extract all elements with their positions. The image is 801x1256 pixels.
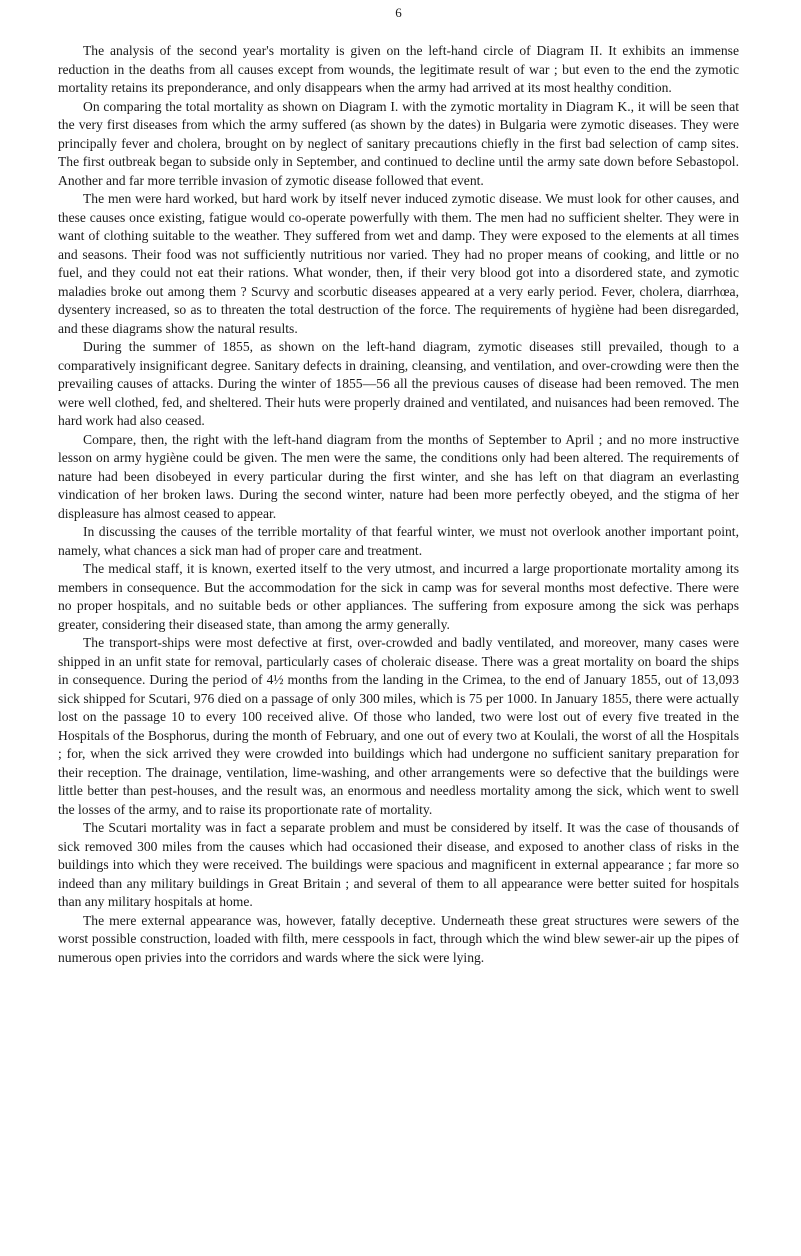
paragraph-causes-of-disease: The men were hard worked, but hard work by itself never induced zymotic disease. We must look for other causes, and these causes once existing, fatigue would co-operate powerfully with them. The men had no sufficient shelter. They were in want of clothing suitable to the weather. They suffered from wet and damp. They were exposed to the elements at all times and seasons. Their food was not sufficiently nutritious nor varied. They had no proper means of cooking, and little or no fuel, and they could not eat their rations. What wonder, then, if their very blood got into a disordered state, and zymotic maladies broke out among them ? Scurvy and scorbutic diseases appeared at a very early period. Fever, cholera, diarrhœa, dysentery increased, so as to threaten the total destruction of the force. The requirements of hygiène had been disregarded, and these diagrams show the natural results. (58, 191, 739, 336)
paragraph-summer-1855: During the summer of 1855, as shown on the left-hand diagram, zymotic diseases still prevailed, though to a comparatively insignificant degree. Sanitary defects in draining, cleansing, and ventilation, and over-crowding were then the prevailing causes of attacks. During the winter of 1855—56 all the previous causes of disease had been removed. The men were well clothed, fed, and sheltered. Their huts were properly drained and ventilated, and nuisances had been removed. The hard work had also ceased. (58, 339, 739, 428)
paragraph-medical-staff: The medical staff, it is known, exerted itself to the very utmost, and incurred a large proportionate mortality among its members in consequence. But the accommodation for the sick in camp was for several months most defective. There were no proper hospitals, and no suitable beds or other appliances. The suffering from exposure among the sick was perhaps greater, considering their diseased state, than among the army generally. (58, 561, 739, 632)
paragraph-diagram-ii-analysis: The analysis of the second year's mortality is given on the left-hand circle of Diagram II. It exhibits an immense reduction in the deaths from all causes except from wounds, the legitimate result of war ; but even to the end the zymotic mortality retains its preponderance, and only disappears when the army had arrived at its most healthy condition. (58, 43, 739, 95)
page-number: 6 (395, 5, 402, 20)
paragraph-compare-diagrams: Compare, then, the right with the left-hand diagram from the months of September to April ; and no more instructive lesson on army hygiène could be given. The men were the same, the conditions only had been altered. The requirements of nature had been disobeyed in every particular during the first winter, and she has left on that diagram an everlasting vindication of her broken laws. During the second winter, nature had been more perfectly obeyed, and the stigma of her displeasure has almost ceased to appear. (58, 431, 739, 521)
paragraph-external-appearance: The mere external appearance was, however, fatally deceptive. Underneath these great structures were sewers of the worst possible construction, loaded with filth, mere cesspools in fact, through which the wind blew sewer-air up the pipes of numerous open privies into the corridors and wards where the sick were lying. (58, 912, 739, 965)
paragraph-zymotic-comparison: On comparing the total mortality as shown on Diagram I. with the zymotic mortality in Diagram K., it will be seen that the very first diseases from which the army suffered (as shown by the dates) in Bulgaria were zymotic diseases. They were principally fever and cholera, brought on by neglect of sanitary precautions chiefly in the first bad selection of camp sites. The first outbreak began to subside only in September, and continued to decline until the army sate down before Sebastopol. Another and far more terrible invasion of zymotic disease followed that event. (58, 98, 739, 188)
paragraph-scutari-mortality: The Scutari mortality was in fact a separate problem and must be considered by itself. It was the case of thousands of sick removed 300 miles from the causes which had occasioned their disease, and exposed to another class of risks in the buildings into which they were received. The buildings were spacious and magnificent in external appearance ; far more so indeed than any military buildings in Great Britain ; and several of them to all appearance were better suited for hospitals than any military hospitals at home. (58, 820, 739, 909)
paragraph-care-and-treatment: In discussing the causes of the terrible mortality of that fearful winter, we must not overlook another important point, namely, what chances a sick man had of proper care and treatment. (58, 524, 739, 558)
document-page (58, 6, 739, 967)
paragraph-transport-ships: The transport-ships were most defective at first, over-crowded and badly ventilated, and moreover, many cases were shipped in an unfit state for removal, particularly cases of choleraic disease. There was a great mortality on board the ships in consequence. During the period of 4½ months from the landing in the Crimea, to the end of January 1855, out of 13,093 sick shipped for Scutari, 976 died on a passage of only 300 miles, which is 75 per 1000. In January 1855, there were actually lost on the passage 10 to every 100 received alive. Of those who landed, two were lost out of every five treated in the Hospitals of the Bosphorus, during the month of February, and one out of every two at Koulali, the worst of all the Hospitals ; for, when the sick arrived they were crowded into buildings which had undergone no sufficient sanitary preparation for their reception. The drainage, ventilation, lime-washing, and other arrangements were so defective that the buildings were little better than pest-houses, and the result was, an enormous and needless mortality among the sick, which went to swell the losses of the army, and to raise its proportionate rate of mortality. (58, 635, 739, 817)
